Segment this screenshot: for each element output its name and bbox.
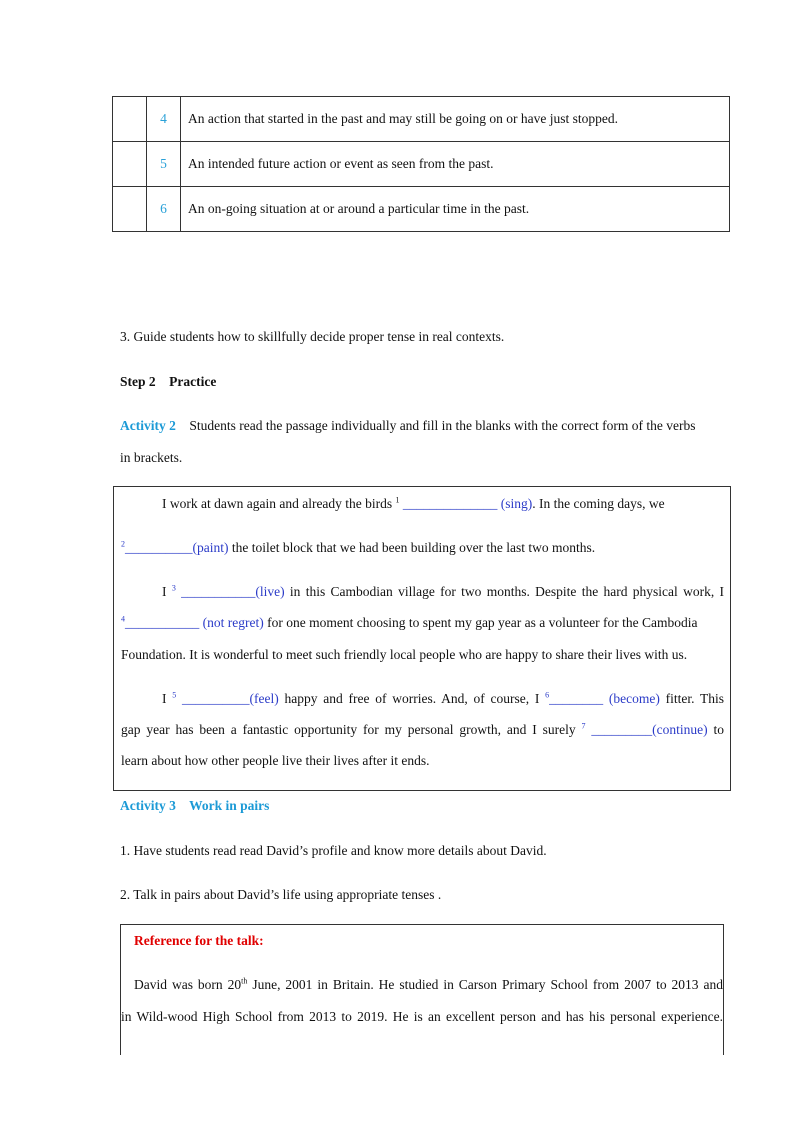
reference-title: Reference for the talk:	[134, 933, 264, 948]
passage-line	[162, 584, 724, 600]
passage-line: learn about how other people live their lives after it ends.	[121, 753, 430, 768]
row-description: An intended future action or event as seen from the past.	[181, 142, 730, 187]
passage-text: for one moment choosing to spent my gap year as a volunteer for the Cambodia	[263, 615, 698, 630]
blank-number: 1	[395, 495, 400, 505]
blank-cell	[113, 142, 147, 187]
row-number: 6	[147, 187, 181, 232]
blank-5[interactable]: __________	[182, 691, 250, 706]
row-number: 5	[147, 142, 181, 187]
verb-hint: (continue)	[652, 722, 708, 737]
passage-text: to	[707, 722, 724, 737]
passage-text: in this Cambodian village for two months. Despite the hard physical work, I	[284, 584, 725, 599]
reference-line: in Wild-wood High School from 2013 to 2019. He is an excellent person and has his personal experience.	[121, 1009, 723, 1024]
verb-hint: (sing)	[500, 496, 533, 511]
activity3-item-1: 1. Have students read read David’s profile and know more details about David.	[120, 843, 547, 858]
passage-line	[121, 615, 697, 631]
activity3-item-2: 2. Talk in pairs about David’s life using appropriate tenses .	[120, 887, 442, 902]
blank-number: 4	[121, 614, 125, 624]
row-number: 4	[147, 97, 181, 142]
blank-4[interactable]: ___________	[125, 615, 200, 630]
verb-hint: (feel)	[249, 691, 279, 706]
passage-line: Foundation. It is wonderful to meet such friendly local people who are happy to share their lives with us.	[121, 647, 688, 662]
passage-text: fitter. This	[659, 691, 725, 706]
guide-item: 3. Guide students how to skillfully decide proper tense in real contexts.	[120, 329, 505, 344]
blank-number: 7	[581, 721, 586, 731]
blank-6[interactable]: ________	[549, 691, 604, 706]
reference-text: David was born 20	[134, 977, 242, 992]
blank-cell	[113, 97, 147, 142]
verb-hint: (paint)	[192, 540, 229, 555]
verb-hint: (not regret)	[202, 615, 264, 630]
row-description: An on-going situation at or around a particular time in the past.	[181, 187, 730, 232]
activity2-text: Students read the passage individually and fill in the blanks with the correct form of the verbs	[189, 418, 696, 433]
row-description: An action that started in the past and may still be going on or have just stopped.	[181, 97, 730, 142]
passage-text: . In the coming days, we	[532, 496, 665, 511]
blank-number: 6	[545, 690, 550, 700]
activity2-instruction-cont: in brackets.	[120, 450, 183, 465]
verb-hint: (become)	[608, 691, 660, 706]
passage-text: I	[162, 691, 167, 706]
passage-text: the toilet block that we had been building over the last two months.	[228, 540, 596, 555]
blank-2[interactable]: __________	[125, 540, 193, 555]
blank-1[interactable]: ______________	[402, 496, 498, 511]
reference-line	[134, 977, 723, 993]
reference-text: June, 2001 in Britain. He studied in Carson Primary School from 2007 to 2013 and	[247, 977, 724, 992]
blank-number: 5	[172, 690, 177, 700]
table-row	[113, 187, 730, 232]
passage-line	[121, 722, 724, 738]
passage-text: happy and free of worries. And, of course, I	[278, 691, 540, 706]
ordinal-suffix: th	[241, 976, 248, 986]
blank-number: 3	[171, 583, 176, 593]
blank-7[interactable]: _________	[591, 722, 653, 737]
table-row	[113, 142, 730, 187]
activity3-label: Activity 3 Work in pairs	[120, 798, 270, 813]
table-row	[113, 97, 730, 142]
passage-line	[162, 691, 724, 707]
blank-cell	[113, 187, 147, 232]
passage-line	[121, 540, 595, 556]
passage-text: I	[162, 584, 167, 599]
step-heading: Step 2 Practice	[120, 374, 217, 389]
passage-text: gap year has been a fantastic opportunity for my personal growth, and I surely	[121, 722, 576, 737]
verb-hint: (live)	[255, 584, 285, 599]
passage-line	[162, 496, 665, 512]
blank-number: 2	[121, 539, 125, 549]
activity2-label: Activity 2	[120, 418, 176, 433]
passage-box	[113, 486, 731, 791]
tense-table	[112, 96, 730, 232]
passage-text: I work at dawn again and already the birds	[162, 496, 393, 511]
blank-3[interactable]: ___________	[181, 584, 256, 599]
reference-box	[120, 924, 724, 1055]
activity2-instruction	[120, 418, 723, 434]
